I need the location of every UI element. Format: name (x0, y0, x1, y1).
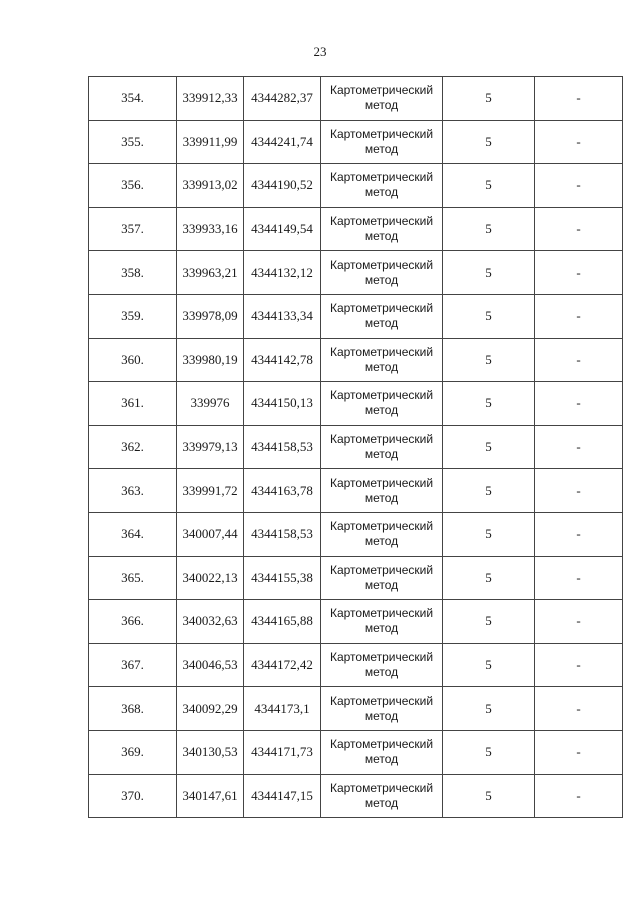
y-coordinate-cell: 4344172,42 (244, 643, 321, 687)
method-cell: Картометрический метод (321, 556, 443, 600)
method-cell: Картометрический метод (321, 338, 443, 382)
table-row (89, 730, 623, 774)
x-coordinate-cell: 340007,44 (177, 512, 244, 556)
table-row (89, 469, 623, 513)
description-cell: - (535, 120, 623, 164)
table-row (89, 643, 623, 687)
accuracy-cell: 5 (443, 600, 535, 644)
y-coordinate-cell: 4344158,53 (244, 512, 321, 556)
description-cell: - (535, 294, 623, 338)
method-cell: Картометрический метод (321, 730, 443, 774)
y-coordinate-cell: 4344282,37 (244, 77, 321, 121)
y-coordinate-cell: 4344133,34 (244, 294, 321, 338)
method-cell: Картометрический метод (321, 251, 443, 295)
accuracy-cell: 5 (443, 382, 535, 426)
method-cell: Картометрический метод (321, 687, 443, 731)
method-cell: Картометрический метод (321, 774, 443, 818)
description-cell: - (535, 77, 623, 121)
point-number-cell: 369. (89, 730, 177, 774)
table-row (89, 382, 623, 426)
x-coordinate-cell: 339976 (177, 382, 244, 426)
accuracy-cell: 5 (443, 294, 535, 338)
point-number-cell: 357. (89, 207, 177, 251)
x-coordinate-cell: 339913,02 (177, 164, 244, 208)
coordinates-table-body (89, 77, 623, 818)
description-cell: - (535, 207, 623, 251)
y-coordinate-cell: 4344155,38 (244, 556, 321, 600)
method-cell: Картометрический метод (321, 643, 443, 687)
description-cell: - (535, 338, 623, 382)
x-coordinate-cell: 340092,29 (177, 687, 244, 731)
method-cell: Картометрический метод (321, 294, 443, 338)
y-coordinate-cell: 4344142,78 (244, 338, 321, 382)
table-row (89, 774, 623, 818)
description-cell: - (535, 730, 623, 774)
point-number-cell: 355. (89, 120, 177, 164)
accuracy-cell: 5 (443, 469, 535, 513)
description-cell: - (535, 382, 623, 426)
point-number-cell: 363. (89, 469, 177, 513)
x-coordinate-cell: 340022,13 (177, 556, 244, 600)
table-row (89, 120, 623, 164)
y-coordinate-cell: 4344241,74 (244, 120, 321, 164)
description-cell: - (535, 556, 623, 600)
coordinates-table (88, 76, 623, 818)
method-cell: Картометрический метод (321, 382, 443, 426)
x-coordinate-cell: 340032,63 (177, 600, 244, 644)
table-row (89, 556, 623, 600)
point-number-cell: 361. (89, 382, 177, 426)
y-coordinate-cell: 4344165,88 (244, 600, 321, 644)
x-coordinate-cell: 339978,09 (177, 294, 244, 338)
y-coordinate-cell: 4344132,12 (244, 251, 321, 295)
accuracy-cell: 5 (443, 207, 535, 251)
method-cell: Картометрический метод (321, 600, 443, 644)
y-coordinate-cell: 4344190,52 (244, 164, 321, 208)
accuracy-cell: 5 (443, 774, 535, 818)
x-coordinate-cell: 340046,53 (177, 643, 244, 687)
point-number-cell: 370. (89, 774, 177, 818)
y-coordinate-cell: 4344171,73 (244, 730, 321, 774)
y-coordinate-cell: 4344173,1 (244, 687, 321, 731)
method-cell: Картометрический метод (321, 207, 443, 251)
accuracy-cell: 5 (443, 338, 535, 382)
y-coordinate-cell: 4344158,53 (244, 425, 321, 469)
accuracy-cell: 5 (443, 730, 535, 774)
page-number: 23 (313, 44, 327, 59)
table-row (89, 251, 623, 295)
y-coordinate-cell: 4344149,54 (244, 207, 321, 251)
table-row (89, 294, 623, 338)
x-coordinate-cell: 339991,72 (177, 469, 244, 513)
point-number-cell: 365. (89, 556, 177, 600)
table-row (89, 207, 623, 251)
accuracy-cell: 5 (443, 77, 535, 121)
point-number-cell: 366. (89, 600, 177, 644)
table-row (89, 77, 623, 121)
x-coordinate-cell: 339912,33 (177, 77, 244, 121)
method-cell: Картометрический метод (321, 512, 443, 556)
accuracy-cell: 5 (443, 643, 535, 687)
accuracy-cell: 5 (443, 512, 535, 556)
x-coordinate-cell: 339911,99 (177, 120, 244, 164)
method-cell: Картометрический метод (321, 77, 443, 121)
accuracy-cell: 5 (443, 556, 535, 600)
point-number-cell: 354. (89, 77, 177, 121)
method-cell: Картометрический метод (321, 120, 443, 164)
accuracy-cell: 5 (443, 164, 535, 208)
description-cell: - (535, 512, 623, 556)
x-coordinate-cell: 339979,13 (177, 425, 244, 469)
description-cell: - (535, 600, 623, 644)
y-coordinate-cell: 4344163,78 (244, 469, 321, 513)
description-cell: - (535, 251, 623, 295)
table-row (89, 600, 623, 644)
point-number-cell: 356. (89, 164, 177, 208)
point-number-cell: 362. (89, 425, 177, 469)
point-number-cell: 364. (89, 512, 177, 556)
description-cell: - (535, 774, 623, 818)
point-number-cell: 359. (89, 294, 177, 338)
point-number-cell: 368. (89, 687, 177, 731)
table-row (89, 512, 623, 556)
table-row (89, 425, 623, 469)
description-cell: - (535, 425, 623, 469)
method-cell: Картометрический метод (321, 469, 443, 513)
y-coordinate-cell: 4344147,15 (244, 774, 321, 818)
point-number-cell: 367. (89, 643, 177, 687)
y-coordinate-cell: 4344150,13 (244, 382, 321, 426)
x-coordinate-cell: 339963,21 (177, 251, 244, 295)
accuracy-cell: 5 (443, 120, 535, 164)
table-row (89, 164, 623, 208)
description-cell: - (535, 164, 623, 208)
table-row (89, 338, 623, 382)
method-cell: Картометрический метод (321, 425, 443, 469)
description-cell: - (535, 469, 623, 513)
x-coordinate-cell: 339980,19 (177, 338, 244, 382)
table-row (89, 687, 623, 731)
description-cell: - (535, 643, 623, 687)
x-coordinate-cell: 340130,53 (177, 730, 244, 774)
accuracy-cell: 5 (443, 425, 535, 469)
method-cell: Картометрический метод (321, 164, 443, 208)
accuracy-cell: 5 (443, 251, 535, 295)
x-coordinate-cell: 339933,16 (177, 207, 244, 251)
accuracy-cell: 5 (443, 687, 535, 731)
x-coordinate-cell: 340147,61 (177, 774, 244, 818)
point-number-cell: 360. (89, 338, 177, 382)
description-cell: - (535, 687, 623, 731)
point-number-cell: 358. (89, 251, 177, 295)
